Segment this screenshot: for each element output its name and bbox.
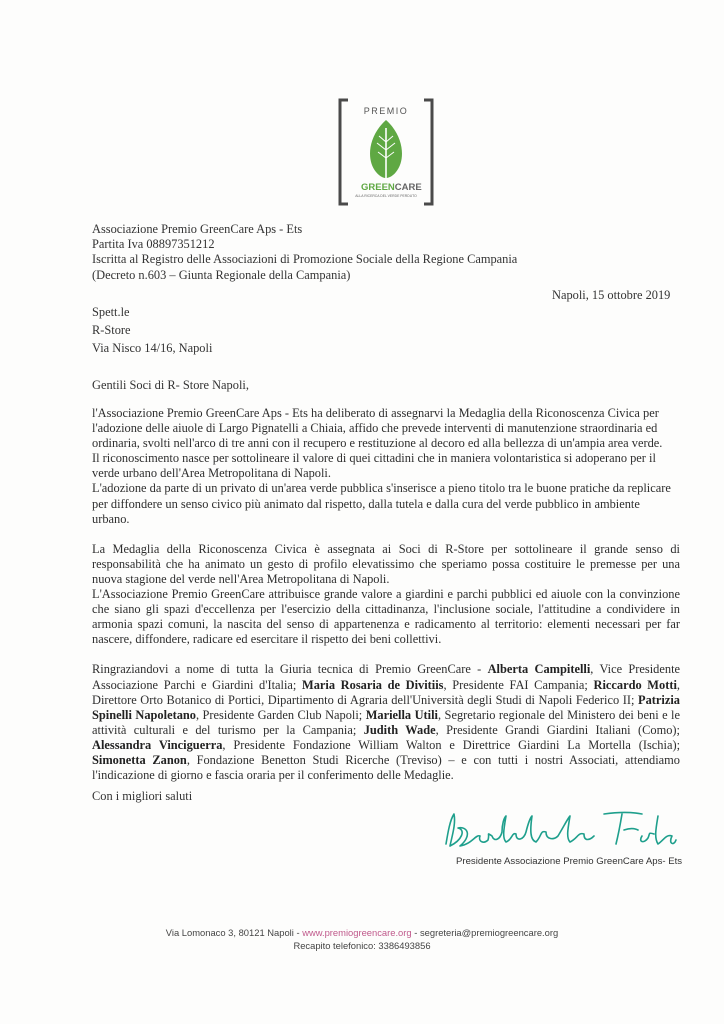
logo-premio-text: PREMIO <box>363 106 409 116</box>
sender-block <box>92 222 517 283</box>
jury-member-name: Alessandra Vinciguerra <box>92 737 223 752</box>
jury-member-name: Maria Rosaria de Divitiis <box>302 677 444 692</box>
jury-member-name: Mariella Utili <box>365 707 438 722</box>
logo-tagline: ALLA RICERCA DEL VERDE PERDUTO <box>355 194 417 198</box>
footer-website-link[interactable]: www.premiogreencare.org <box>302 927 412 938</box>
jury-member-name: Alberta Campitelli <box>487 662 591 677</box>
body-paragraph-thanks <box>92 662 680 783</box>
letter-body <box>92 406 680 783</box>
jury-member-name: Riccardo Motti <box>593 677 677 692</box>
thanks-text: , Vice Presidente Associazione Parchi e Giardini d'Italia; <box>92 662 681 692</box>
recipient-block <box>92 303 212 357</box>
letter-date: Napoli, 15 ottobre 2019 <box>552 288 671 302</box>
jury-member-name: Simonetta Zanon <box>92 752 187 767</box>
letterhead-footer <box>0 926 724 952</box>
thanks-text: , Fondazione Benetton Studi Ricerche (Treviso) – e con tutti i nostri Associati, attendiamo l'indicazione di giorno e fascia oraria per il conferimento delle Medaglie. <box>92 752 680 783</box>
premio-greencare-logo <box>338 98 434 206</box>
thanks-text: Ringraziandovi a nome di tutta la Giuria tecnica di Premio GreenCare - <box>92 662 488 677</box>
sender-decree: (Decreto n.603 – Giunta Regionale della Campania) <box>92 267 351 282</box>
sender-name: Associazione Premio GreenCare Aps - Ets <box>92 222 303 236</box>
footer-phone: Recapito telefonico: 3386493856 <box>293 940 431 951</box>
jury-member-name: Patrizia Spinelli Napoletano <box>92 692 680 722</box>
thanks-text: , Direttore Orto Botanico di Portici, Dipartimento di Agraria dell'Università degli Studi di Napoli Federico II; <box>92 677 681 707</box>
handwritten-signature <box>428 806 678 858</box>
recipient-name: R-Store <box>92 323 131 337</box>
footer-contact-line <box>0 926 724 939</box>
body-paragraph-1: l'Associazione Premio GreenCare Aps - Ets ha deliberato di assegnarvi la Medaglia della Riconoscenza Civica per l'adozione delle aiuole di Largo Pignatelli a Chiaia, affido che prevede interventi di manutenzione straordinaria ed ordinaria, svolti nell'arco di tre anni con il recupero e restituzione al decoro ed alla bellezza di un'ampia area verde. <box>92 406 663 451</box>
thanks-text: , Segretario regionale del Ministero dei beni e le attività culturali e del turismo per la Campania; <box>92 707 680 737</box>
body-paragraph-5: L'Associazione Premio GreenCare attribuisce grande valore a giardini e parchi pubblici ed aiuole con la convinzione che siano gli spazi d'eccellenza per l'esercizio della cittadinanza, l'inclusione sociale, l'attitudine a condividere in armonia spazi comuni, la nascita del senso di appartenenza e radicamento al territorio: elementi necessari per far nascere, diffondere, radicare ed esercitare il rispetto dei beni collettivi. <box>92 587 680 647</box>
thanks-text: , Presidente FAI Campania; <box>443 677 594 692</box>
closing-greeting: Con i migliori saluti <box>92 789 193 803</box>
thanks-text: , Presidente Garden Club Napoli; <box>195 707 366 722</box>
body-paragraph-3: L'adozione da parte di un privato di un'area verde pubblica s'inserisce a pieno titolo tra le buone pratiche da replicare per diffondere un senso civico più animato dal rispetto, dalla tutela e dalla cura del verde pubblico in ambiente urbano. <box>92 481 671 526</box>
recipient-address: Via Nisco 14/16, Napoli <box>92 341 213 355</box>
thanks-text: , Presidente Grandi Giardini Italiani (Como); <box>435 722 680 737</box>
signature-caption: Presidente Associazione Premio GreenCare Aps- Ets <box>456 856 683 867</box>
body-paragraph-2: Il riconoscimento nasce per sottolineare il valore di quei cittadini che in maniera volontaristica si adoperano per il verde urbano dell'Area Metropolitana di Napoli. <box>92 451 656 481</box>
svg-text:GREENCARE <box>361 182 422 193</box>
thanks-text: , Presidente Fondazione William Walton e Direttrice Giardini La Mortella (Ischia); <box>222 737 681 752</box>
footer-address: Via Lomonaco 3, 80121 Napoli - <box>165 927 303 938</box>
body-paragraph-4: La Medaglia della Riconoscenza Civica è assegnata ai Soci di R-Store per sottolineare il grande senso di responsabilità che ha animato un gesto di profilo elevatissimo che speriamo possa costituire le premesse per una nuova stagione del verde nell'Area Metropolitana di Napoli. <box>92 541 680 586</box>
footer-email[interactable]: - segreteria@premiogreencare.org <box>411 927 559 938</box>
logo-green-text: GREEN <box>361 182 395 193</box>
recipient-prefix: Spett.le <box>92 305 130 319</box>
salutation: Gentili Soci di R- Store Napoli, <box>92 378 249 392</box>
sender-vat: Partita Iva 08897351212 <box>92 237 215 252</box>
jury-member-name: Judith Wade <box>363 722 436 737</box>
logo-care-text: CARE <box>394 182 422 193</box>
sender-registry: Iscritta al Registro delle Associazioni di Promozione Sociale della Regione Campania <box>92 252 518 267</box>
